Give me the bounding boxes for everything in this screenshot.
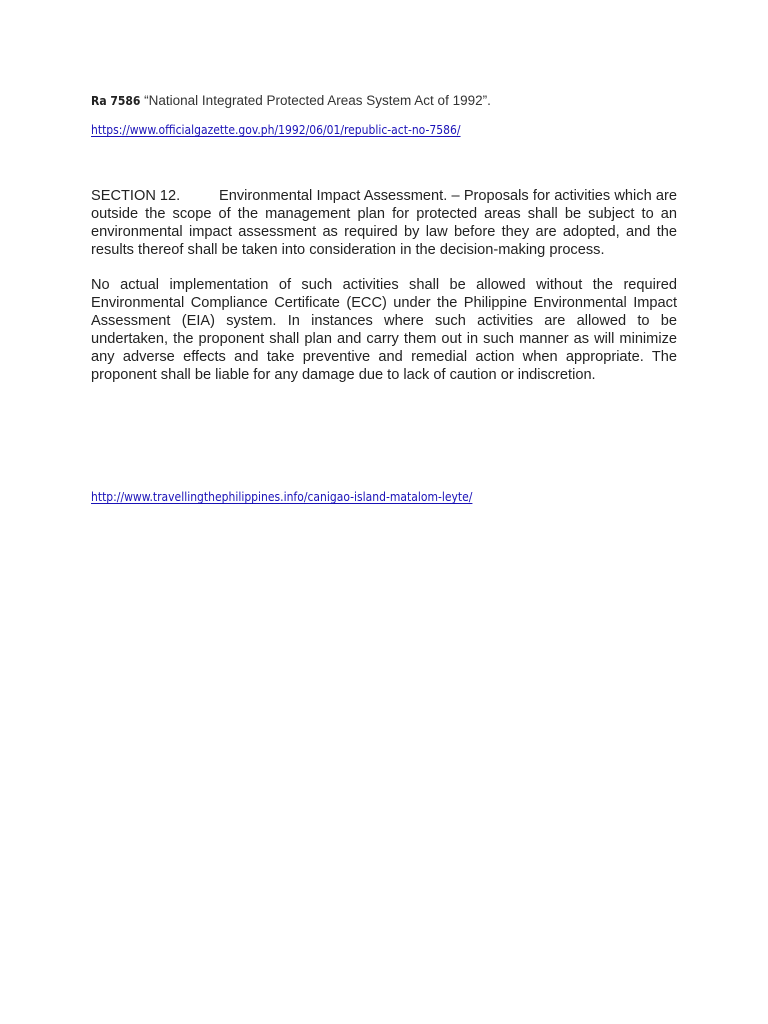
section-label: SECTION 12. — [91, 188, 181, 204]
travel-article-link[interactable]: http://www.travellingthephilippines.info/canigao-island-matalom-leyte/ — [91, 490, 473, 504]
section-12-block — [91, 187, 677, 401]
section-12-paragraph — [91, 187, 677, 259]
act-title: “National Integrated Protected Areas System Act of 1992”. — [140, 93, 491, 108]
document-title — [91, 92, 677, 110]
act-code: Ra 7586 — [91, 94, 141, 108]
section-body: Environmental Impact Assessment. – Proposals for activities which are outside the scope of the management plan for protected areas shall be subject to an environmental impact assessment as required by law before they are adopted, and the results thereof shall be taken into consideration in the decision-making process. — [91, 188, 677, 258]
document-header — [91, 92, 677, 110]
official-gazette-link[interactable]: https://www.officialgazette.gov.ph/1992/06/01/republic-act-no-7586/ — [91, 123, 461, 137]
implementation-paragraph: No actual implementation of such activities shall be allowed without the required Environmental Compliance Certificate (ECC) under the Philippine Environmental Impact Assessment (EIA) system. In instances where such activities are allowed to be undertaken, the proponent shall plan and carry them out in such manner as will minimize any adverse effects and take preventive and remedial action when appropriate. The proponent shall be liable for any damage due to lack of caution or indiscretion. — [91, 277, 677, 383]
